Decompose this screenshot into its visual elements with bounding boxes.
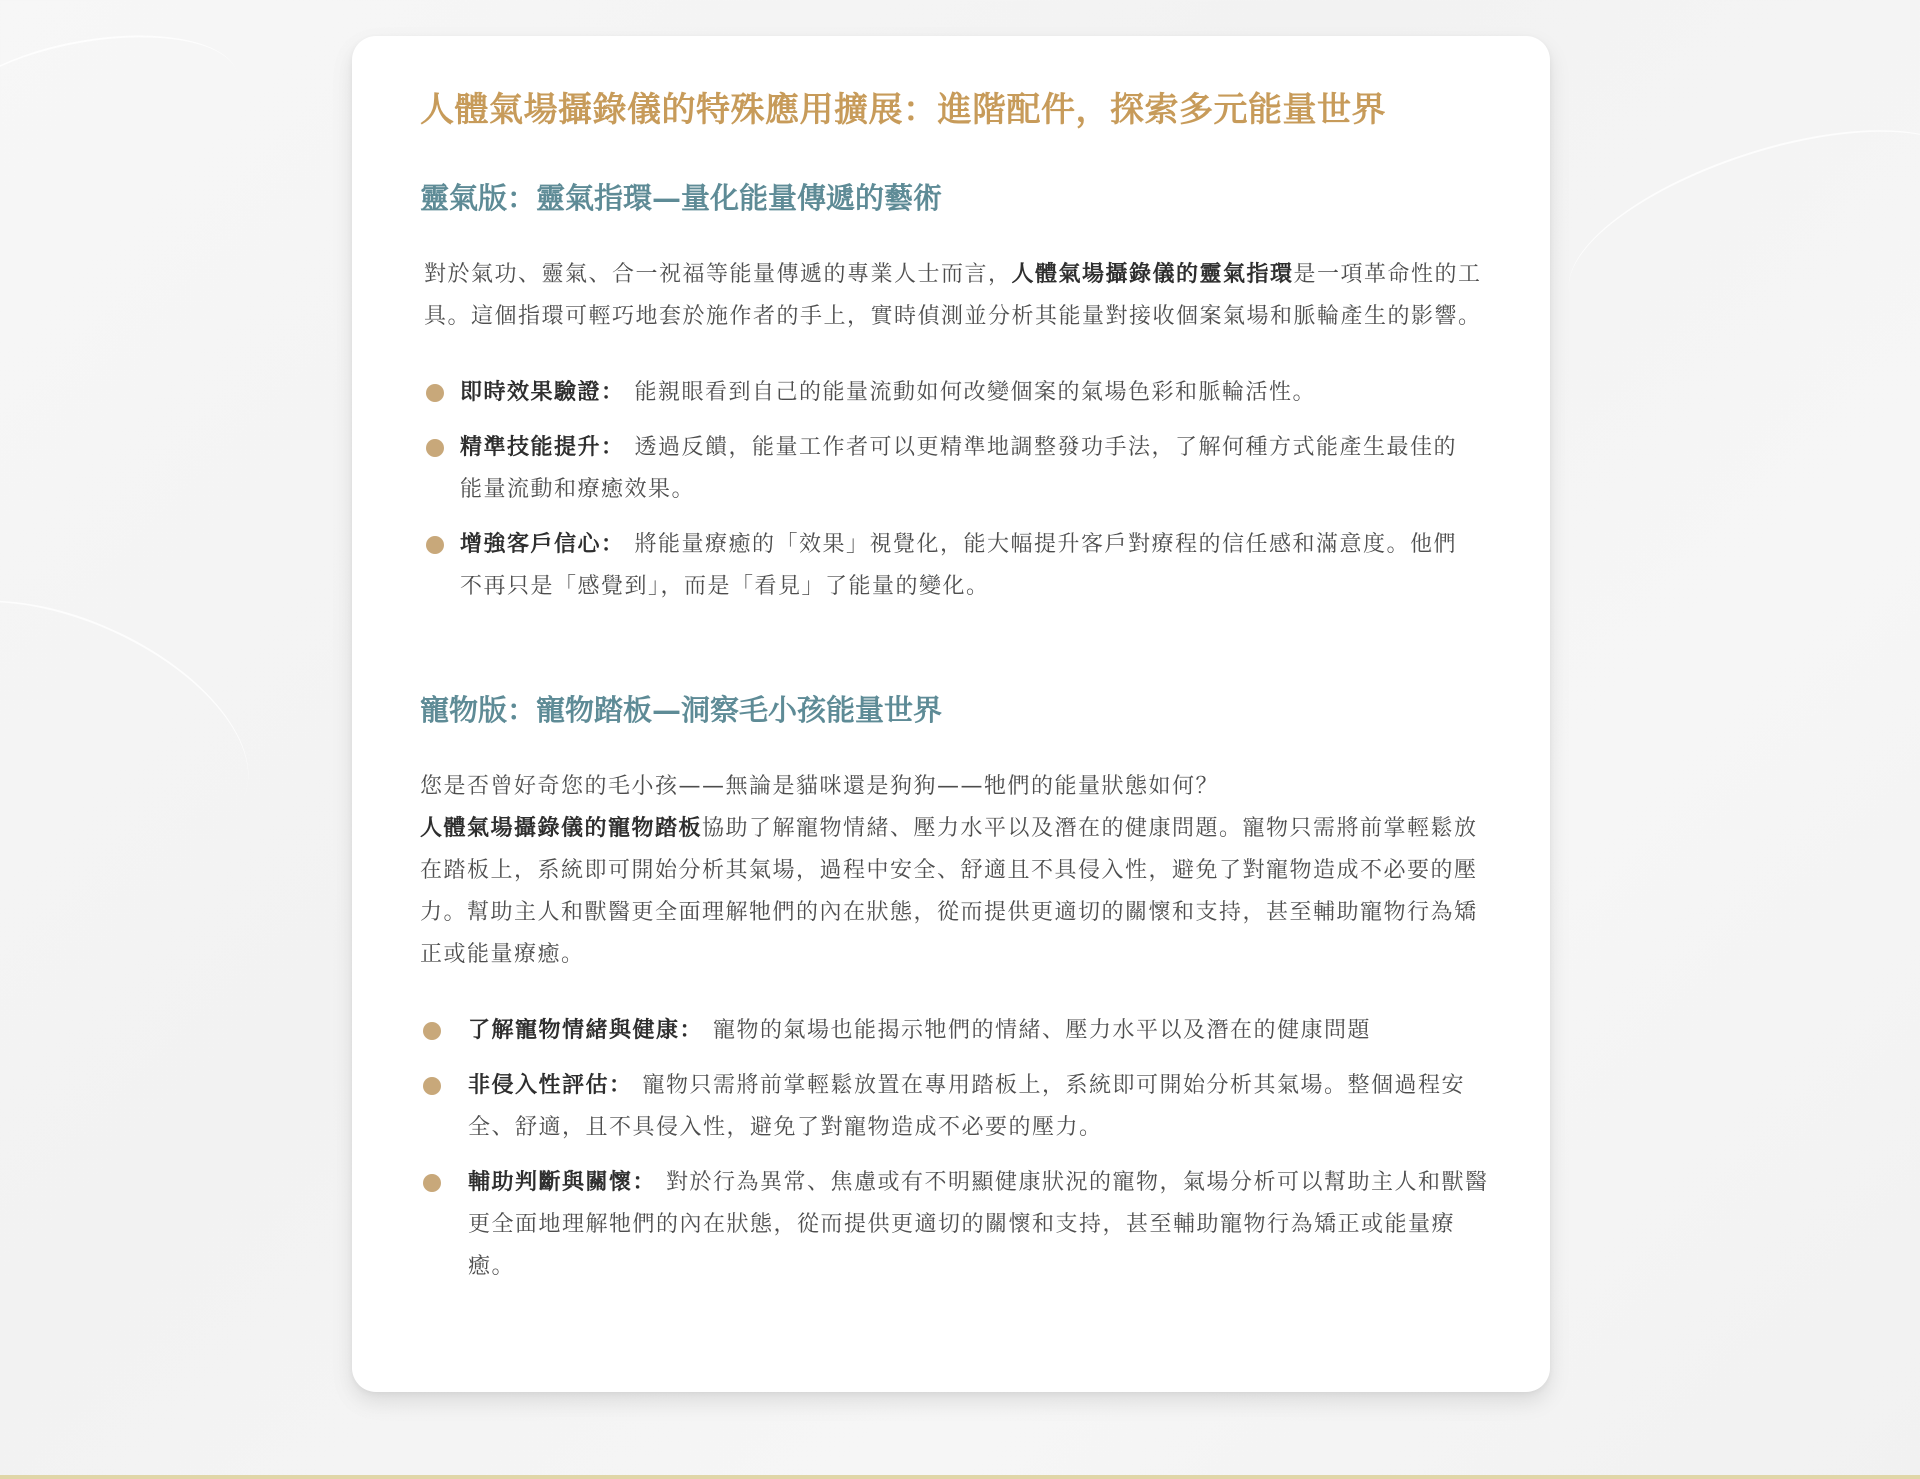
intro-text: 對於氣功、靈氣、合一祝福等能量傳遞的專業人士而言， (424, 261, 1012, 287)
bullet-list-pet (420, 1010, 1498, 1288)
content-card (352, 36, 1550, 1392)
bullet-text: 能親眼看到自己的能量流動如何改變個案的氣場色彩和脈輪活性。 (634, 379, 1317, 405)
background-vein (0, 15, 248, 187)
list-item (420, 1162, 1498, 1288)
section-intro-pet (420, 766, 1500, 976)
section-title-reiki: 靈氣版：靈氣指環—量化能量傳遞的藝術 (420, 181, 943, 216)
intro-text: 協助了解寵物情緒、壓力水平以及潛在的健康問題。寵物只需將前掌輕鬆放在踏板上，系統即可開始分析其氣場，過程中安全、舒適且不具侵入性，避免了對寵物造成不必要的壓力。幫助主人和獸醫更全面理解牠們的內在狀態，從而提供更適切的關懷和支持，甚至輔助寵物行為矯正或能量療癒。 (420, 815, 1478, 967)
background-vein (0, 551, 285, 890)
bullet-list-reiki (420, 372, 1498, 608)
bullet-text: 寵物只需將前掌輕鬆放置在專用踏板上，系統即可開始分析其氣場。整個過程安全、舒適，且不具侵入性，避免了對寵物造成不必要的壓力。 (468, 1072, 1466, 1140)
bullet-text: 對於行為異常、焦慮或有不明顯健康狀況的寵物，氣場分析可以幫助主人和獸醫更全面地理解牠們的內在狀態，從而提供更適切的關懷和支持，甚至輔助寵物行為矯正或能量療癒。 (468, 1169, 1489, 1279)
page-title: 人體氣場攝錄儀的特殊應用擴展：進階配件，探索多元能量世界 (420, 90, 1386, 130)
bullet-lead: 輔助判斷與關懷： (468, 1169, 657, 1195)
bullet-dot-icon (423, 1022, 441, 1040)
list-item (420, 1010, 1498, 1052)
bullet-lead: 了解寵物情緒與健康： (468, 1017, 704, 1043)
bullet-dot-icon (426, 384, 444, 402)
bullet-dot-icon (423, 1077, 441, 1095)
section-title-pet: 寵物版：寵物踏板—洞察毛小孩能量世界 (420, 692, 943, 727)
bullet-dot-icon (426, 536, 444, 554)
list-item (420, 524, 1480, 608)
bullet-lead: 即時效果驗證： (460, 379, 625, 405)
list-item (420, 1065, 1498, 1149)
list-item (420, 372, 1480, 414)
list-item (420, 427, 1480, 511)
section-intro-reiki (420, 254, 1500, 338)
intro-text: 是一項革命性的工具。這個指環可輕巧地套於施作者的手上，實時偵測並分析其能量對接收個案氣場和脈輪產生的影響。 (424, 261, 1482, 329)
bullet-dot-icon (423, 1174, 441, 1192)
bullet-lead: 非侵入性評估： (468, 1072, 633, 1098)
intro-bold-text: 人體氣場攝錄儀的靈氣指環 (1011, 261, 1294, 287)
bullet-lead: 精準技能提升： (460, 434, 625, 460)
bottom-accent-bar (0, 1475, 1920, 1479)
intro-question: 您是否曾好奇您的毛小孩——無論是貓咪還是狗狗——牠們的能量狀態如何？ (420, 773, 1220, 799)
bullet-text: 將能量療癒的「效果」視覺化，能大幅提升客戶對療程的信任感和滿意度。他們不再只是「感覺到」，而是「看見」了能量的變化。 (460, 531, 1458, 599)
background-vein (1545, 89, 1920, 373)
bullet-dot-icon (426, 439, 444, 457)
bullet-text: 寵物的氣場也能揭示牠們的情緒、壓力水平以及潛在的健康問題 (713, 1017, 1372, 1043)
bullet-text: 透過反饋，能量工作者可以更精準地調整發功手法，了解何種方式能產生最佳的能量流動和療癒效果。 (460, 434, 1458, 502)
intro-bold-text: 人體氣場攝錄儀的寵物踏板 (420, 815, 703, 841)
bullet-lead: 增強客戶信心： (460, 531, 625, 557)
